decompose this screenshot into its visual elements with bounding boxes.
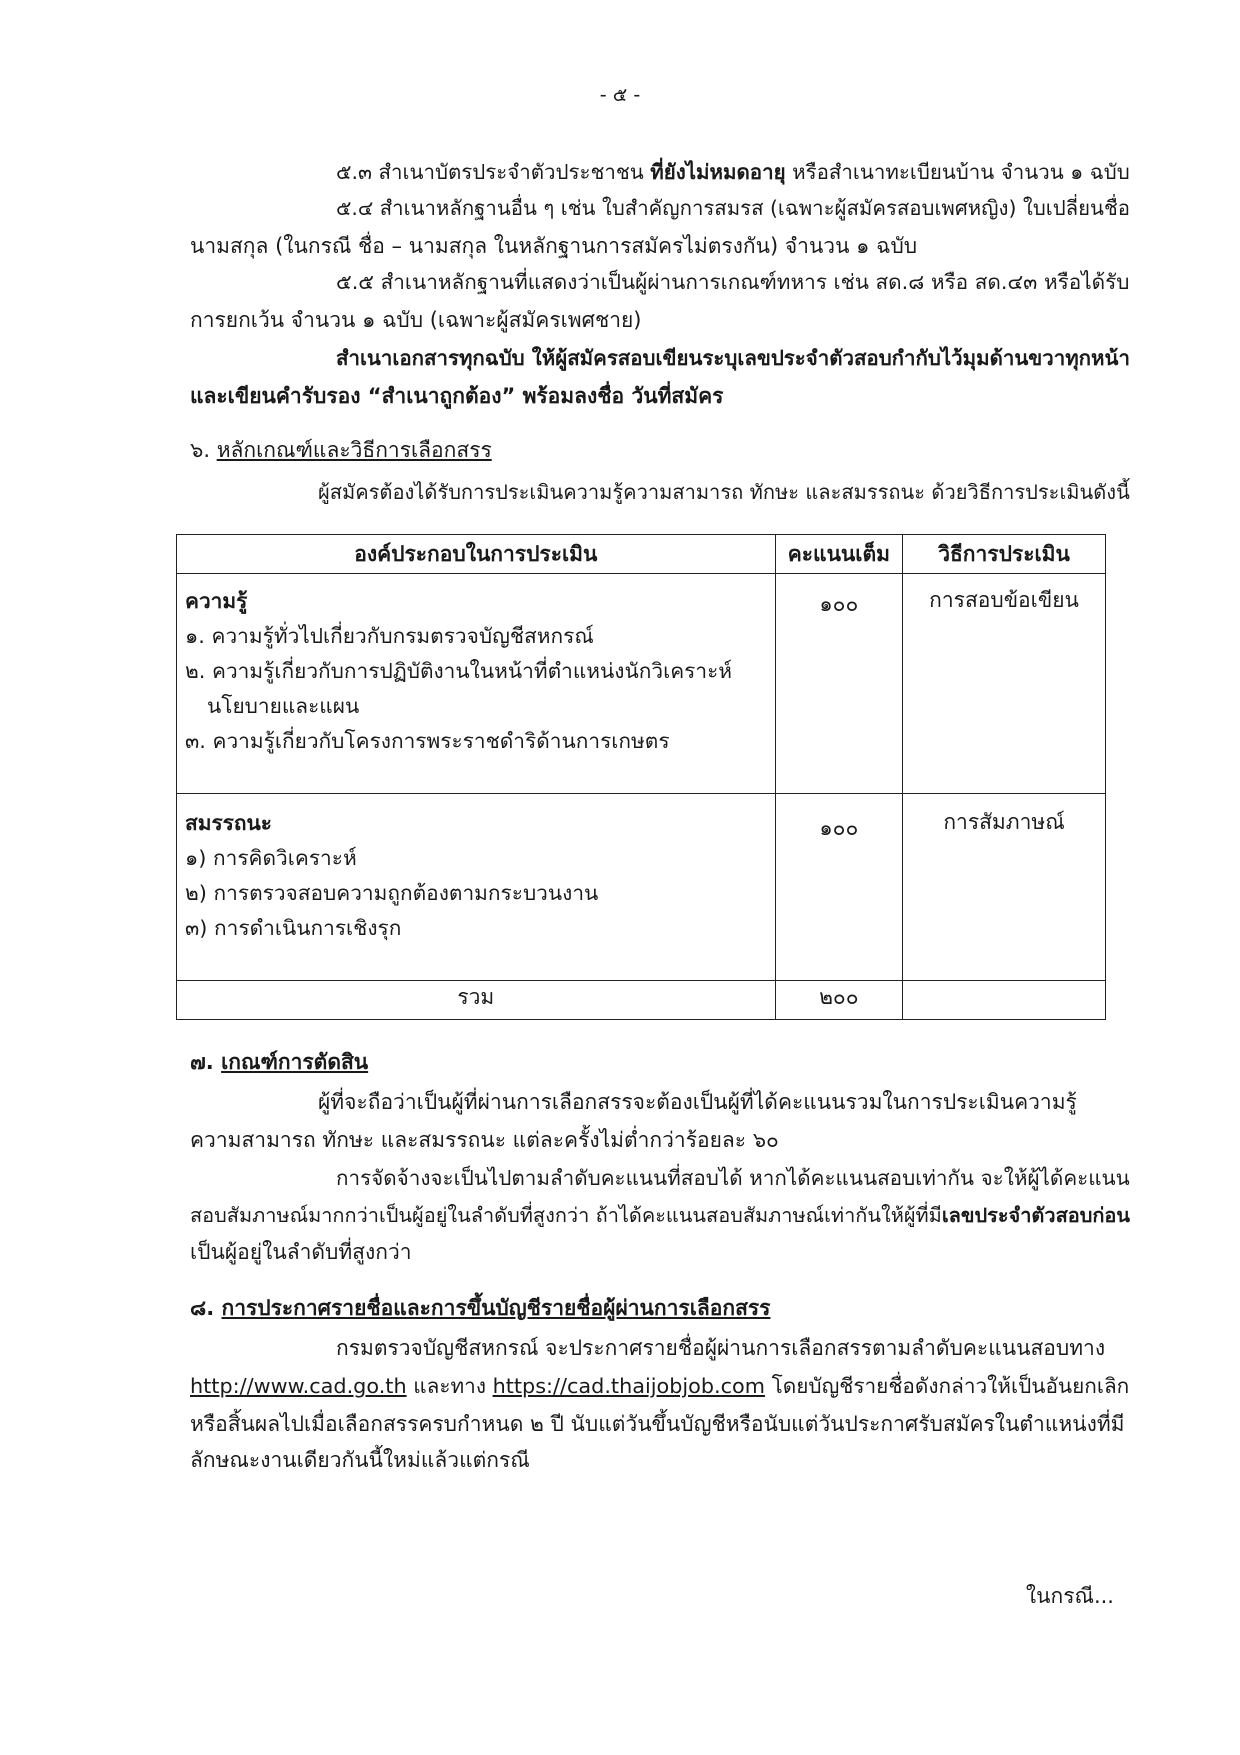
competency-cell — [177, 794, 776, 981]
knowledge-score: ๑๐๐ — [775, 574, 902, 794]
cad-website-link[interactable]: http://www.cad.go.th — [190, 1374, 407, 1398]
table-header: วิธีการประเมิน — [903, 535, 1106, 574]
knowledge-item: ๑. ความรู้ทั่วไปเกี่ยวกับกรมตรวจบัญชีสหกรณ์ — [185, 624, 594, 648]
section-7-p1-line1: ผู้ที่จะถือว่าเป็นผู้ที่ผ่านการเลือกสรรจะต้องเป็นผู้ที่ได้คะแนนรวมในการประเมินความรู้ — [318, 1090, 1077, 1114]
knowledge-item: นโยบายและแผน — [207, 694, 360, 718]
knowledge-method: การสอบข้อเขียน — [903, 574, 1106, 794]
section-8-line2: http://www.cad.go.th และทาง https://cad.thaijobjob.com โดยบัญชีรายชื่อดังกล่าวให้เป็นอันยกเลิก — [190, 1374, 1130, 1398]
page-number: - ๕ - — [599, 83, 641, 106]
competency-item: ๒) การตรวจสอบความถูกต้องตามกระบวนงาน — [185, 881, 599, 905]
section-8-line4: ลักษณะงานเดียวกันนี้ใหม่แล้วแต่กรณี — [190, 1448, 530, 1472]
table-row — [177, 794, 1106, 981]
section-7-p2-line2: สอบสัมภาษณ์มากกว่าเป็นผู้อยู่ในลำดับที่สูงกว่า ถ้าได้คะแนนสอบสัมภาษณ์เท่ากันให้ผู้ที่มีเลขประจำตัวสอบก่อน — [190, 1203, 1131, 1227]
evaluation-table — [176, 534, 1106, 1020]
knowledge-title: ความรู้ — [185, 589, 248, 613]
section-8-line1: กรมตรวจบัญชีสหกรณ์ จะประกาศรายชื่อผู้ผ่านการเลือกสรรตามลำดับคะแนนสอบทาง — [336, 1336, 1106, 1360]
table-header: คะแนนเต็ม — [775, 535, 902, 574]
section-7-p2-line3: เป็นผู้อยู่ในลำดับที่สูงกว่า — [190, 1240, 412, 1264]
item-5-4-line1: ๕.๔ สำเนาหลักฐานอื่น ๆ เช่น ใบสำคัญการสมรส (เฉพาะผู้สมัครสอบเพศหญิง) ใบเปลี่ยนชื่อ — [336, 196, 1130, 220]
section-6-intro: ผู้สมัครต้องได้รับการประเมินความรู้ความสามารถ ทักษะ และสมรรถนะ ด้วยวิธีการประเมินดังนี้ — [318, 480, 1130, 504]
section-6-heading: ๖. หลักเกณฑ์และวิธีการเลือกสรร — [190, 438, 492, 462]
knowledge-cell — [177, 574, 776, 794]
section-7-p2-line1: การจัดจ้างจะเป็นไปตามลำดับคะแนนที่สอบได้ หากได้คะแนนสอบเท่ากัน จะให้ผู้ได้คะแนน — [336, 1166, 1130, 1190]
knowledge-item: ๓. ความรู้เกี่ยวกับโครงการพระราชดำริด้านการเกษตร — [185, 729, 670, 753]
table-header-row — [177, 535, 1106, 574]
table-row — [177, 574, 1106, 794]
copy-note-line2: และเขียนคำรับรอง “สำเนาถูกต้อง” พร้อมลงชื่อ วันที่สมัคร — [190, 384, 724, 408]
section-8-heading: ๘. การประกาศรายชื่อและการขึ้นบัญชีรายชื่อผู้ผ่านการเลือกสรร — [190, 1296, 771, 1320]
total-method-empty — [903, 981, 1106, 1020]
item-5-3: ๕.๓ สำเนาบัตรประจำตัวประชาชน ที่ยังไม่หมดอายุ หรือสำเนาทะเบียนบ้าน จำนวน ๑ ฉบับ — [336, 160, 1130, 184]
item-5-3-emphasis: ที่ยังไม่หมดอายุ — [650, 160, 786, 184]
competency-title: สมรรถนะ — [185, 811, 272, 835]
thaijobjob-link[interactable]: https://cad.thaijobjob.com — [492, 1374, 765, 1398]
competency-score: ๑๐๐ — [775, 794, 902, 981]
table-header: องค์ประกอบในการประเมิน — [177, 535, 776, 574]
section-7-heading: ๗. เกณฑ์การตัดสิน — [190, 1050, 369, 1074]
knowledge-item: ๒. ความรู้เกี่ยวกับการปฏิบัติงานในหน้าที่ตำแหน่งนักวิเคราะห์ — [185, 659, 733, 683]
competency-item: ๓) การดำเนินการเชิงรุก — [185, 916, 402, 940]
competency-method: การสัมภาษณ์ — [903, 794, 1106, 981]
item-5-5-line1: ๕.๕ สำเนาหลักฐานที่แสดงว่าเป็นผู้ผ่านการเกณฑ์ทหาร เช่น สด.๘ หรือ สด.๔๓ หรือได้รับ — [336, 270, 1130, 294]
exam-id-emphasis: เลขประจำตัวสอบก่อน — [941, 1203, 1131, 1227]
section-8-line3: หรือสิ้นผลไปเมื่อเลือกสรรครบกำหนด ๒ ปี นับแต่วันขึ้นบัญชีหรือนับแต่วันประกาศรับสมัครในตำแหน่งที่มี — [190, 1412, 1125, 1436]
total-label: รวม — [177, 981, 776, 1020]
copy-note-line1: สำเนาเอกสารทุกฉบับ ให้ผู้สมัครสอบเขียนระบุเลขประจำตัวสอบกำกับไว้มุมด้านขวาทุกหน้า — [336, 346, 1130, 370]
footer-continuation: ในกรณี... — [1025, 1584, 1114, 1608]
table-total-row — [177, 981, 1106, 1020]
item-5-4-line2: นามสกุล (ในกรณี ชื่อ – นามสกุล ในหลักฐานการสมัครไม่ตรงกัน) จำนวน ๑ ฉบับ — [190, 234, 918, 258]
competency-item: ๑) การคิดวิเคราะห์ — [185, 846, 357, 870]
item-5-5-line2: การยกเว้น จำนวน ๑ ฉบับ (เฉพาะผู้สมัครเพศชาย) — [190, 308, 642, 332]
total-score: ๒๐๐ — [775, 981, 902, 1020]
section-7-p1-line2: ความสามารถ ทักษะ และสมรรถนะ แต่ละครั้งไม่ต่ำกว่าร้อยละ ๖๐ — [190, 1128, 779, 1152]
